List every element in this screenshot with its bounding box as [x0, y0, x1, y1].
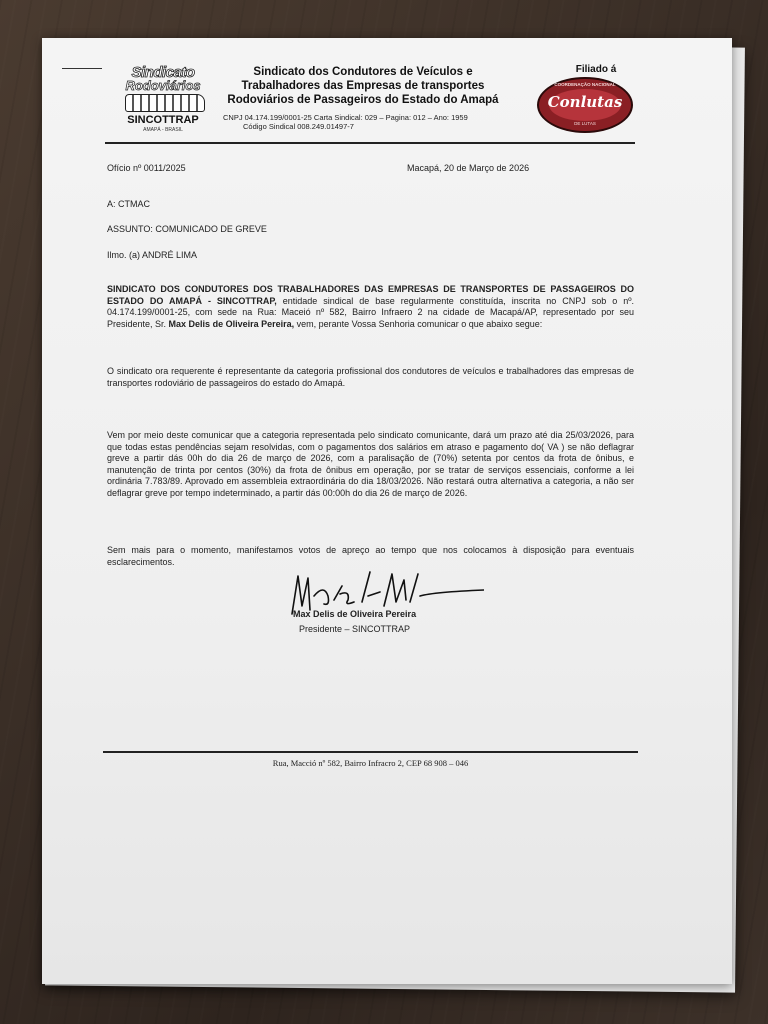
- letter-subject: ASSUNTO: COMUNICADO DE GREVE: [107, 224, 267, 234]
- paragraph-closing: Sem mais para o momento, manifestamos votos de apreço ao tempo que nos colocamos à disposição para eventuais esclarecimentos.: [107, 545, 634, 567]
- paragraph-strike-notice: Vem por meio deste comunicar que a categoria representada pelo sindicato comunicante, dará um prazo até dia 25/03/2026, para que todas estas pendências sejam resolvidas, com o pagamentos dos salários em atraso e pagamento do( VA ) se não deflagrar greve a partir dás 00h do dia 26 de março de 2026, com a paralisação de (70%) setenta por centos da frota de ônibus, e manutenção de trinta por centos (30%) da frota de ônibus em operação, por se tratar de serviços essenciais, conforme a lei ordinária 7.783/89. Aprovado em assembleia extraordinária do dia 18/03/2026. Não restará outra alternativa a categoria, a não ser deflagrar greve por tempo indeterminado, a partir dás 00:00h do dia 26 de março de 2026.: [107, 430, 634, 498]
- affiliation-label: Filiado á: [575, 64, 617, 75]
- letter-page: [42, 38, 732, 984]
- letterhead-title-line: Sindicato dos Condutores de Veículos e: [253, 66, 473, 78]
- footer-address: Rua, Macció nº 582, Bairro Infracro 2, CEP 68 908 – 046: [272, 758, 469, 768]
- letterhead-title: [213, 65, 513, 107]
- paragraph-representation: O sindicato ora requerente é representante da categoria profissional dos condutores de veículos e trabalhadores das empresas de transportes rodoviário de passageiros do estado do Amapá.: [107, 366, 634, 388]
- letterhead: [105, 60, 635, 144]
- logo-text-rodoviarios: Rodoviários: [125, 78, 201, 93]
- letter-addressee: Ilmo. (a) ANDRÉ LIMA: [107, 250, 198, 260]
- paragraph-intro: [107, 284, 634, 330]
- letter-date: Macapá, 20 de Março de 2026: [407, 163, 530, 173]
- union-full-name: SINDICATO DOS CONDUTORES DOS TRABALHADORES DAS EMPRESAS DE TRANSPORTES DE PASSAGEIROS DO ESTADO DO AMAPÁ - SINCOTTRAP,: [107, 284, 634, 306]
- signer-role: Presidente – SINCOTTRAP: [299, 624, 411, 634]
- letterhead-title-line: Trabalhadores das Empresas de transportes: [241, 80, 485, 92]
- letter-recipient: A: CTMAC: [107, 199, 151, 209]
- conlutas-logo: [537, 77, 633, 133]
- conlutas-logo-top-text: COORDENAÇÃO NACIONAL: [554, 82, 616, 87]
- logo-text-amapa: AMAPÁ - BRASIL: [143, 127, 183, 133]
- letterhead-registration: [223, 113, 523, 131]
- paragraph-intro-text: entidade sindical de base regularmente constituída, inscrita no CNPJ sob o nº. 04.174.199/0001-25, com sede na Rua: Maceió nº 582, Bairro Infraero 2 na cidade de Macapá/AP, representado por seu Presidente, Sr.: [107, 295, 634, 329]
- header-rule-left: [62, 68, 102, 69]
- conlutas-logo-bottom-text: DE LUTAS: [574, 121, 596, 126]
- logo-text-sincottrap: SINCOTTRAP: [127, 114, 199, 126]
- registration-line: Código Sindical 008.249.01497-7: [243, 122, 354, 131]
- logo-text-sindicato: Sindicato: [131, 64, 195, 81]
- letter-reference: Ofício nº 0011/2025: [107, 163, 186, 173]
- signer-name: Max Delis de Oliveira Pereira: [293, 609, 417, 619]
- conlutas-logo-word: Conlutas: [547, 93, 623, 111]
- footer-rule: [103, 751, 638, 753]
- bus-icon: [125, 94, 205, 112]
- president-name: Max Delis de Oliveira Pereira,: [168, 318, 295, 329]
- union-logo: [115, 64, 211, 133]
- paragraph-intro-end: vem, perante Vossa Senhoria comunicar o que abaixo segue:: [294, 318, 543, 329]
- registration-line: CNPJ 04.174.199/0001-25 Carta Sindical: 029 – Pagina: 012 – Ano: 1959: [223, 113, 468, 122]
- letterhead-title-line: Rodoviários de Passageiros do Estado do Amapá: [227, 94, 499, 106]
